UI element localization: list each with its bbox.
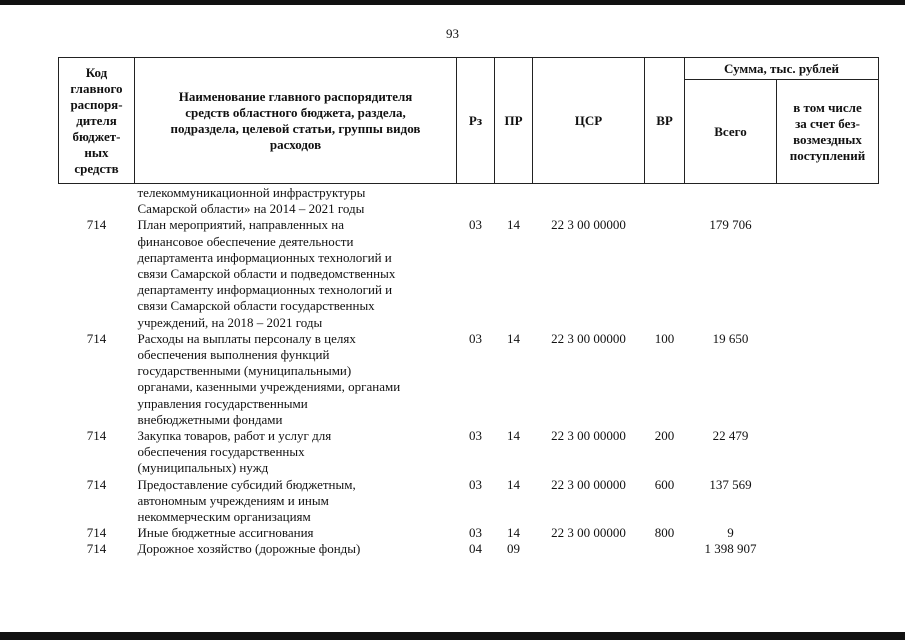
table-row: 714 Предоставление субсидий бюджетным, автономным учреждениям и иным некоммерческим организациям 03 14 22 3 00 00000 600 137 569: [86, 476, 752, 525]
header-sum: Сумма, тыс. рублей: [685, 58, 879, 80]
header-csr: ЦСР: [533, 58, 645, 184]
header-pr: ПР: [495, 58, 533, 184]
header-vr: ВР: [645, 58, 685, 184]
header-rz: Рз: [457, 58, 495, 184]
bottom-border-rule: [0, 632, 905, 640]
table-row: 714 План мероприятий, направленных на финансовое обеспечение деятельности департамента информационных технологий и связи Самарской области и подведомственных департаменту информационных технологий и связи Самарской области государственных учреждений, на 2018 – 2021 годы 03 14 22 3 00 00000 179 706: [86, 217, 752, 330]
header-gratuitous: в том числе за счет без- возмездных поступлений: [777, 80, 879, 184]
table-row: 714 Дорожное хозяйство (дорожные фонды) 04 09 1 398 907: [86, 541, 757, 557]
page-number: 93: [446, 26, 459, 41]
budget-table: [58, 57, 879, 558]
header-name: Наименование главного распорядителя средств областного бюджета, раздела, подраздела, целевой статьи, группы видов расходов: [135, 58, 457, 184]
header-total: Всего: [685, 80, 777, 184]
table-row: телекоммуникационной инфраструктуры Самарской области» на 2014 – 2021 годы: [137, 185, 366, 217]
table-row: 714 Расходы на выплаты персоналу в целях обеспечения выполнения функций государственными (муниципальными) органами, казенными учреждениями, органами управления государственными внебюджетными фондами 03 14 22 3 00 00000 100 19 650: [86, 330, 749, 427]
top-border-rule: [0, 0, 905, 5]
header-code: Код главного распоря- дителя бюджет- ных средств: [59, 58, 135, 184]
table-row: 714 Закупка товаров, работ и услуг для обеспечения государственных (муниципальных) нужд 03 14 22 3 00 00000 200 22 479: [86, 428, 749, 476]
table-row: 714 Иные бюджетные ассигнования 03 14 22 3 00 00000 800 9: [86, 525, 734, 541]
